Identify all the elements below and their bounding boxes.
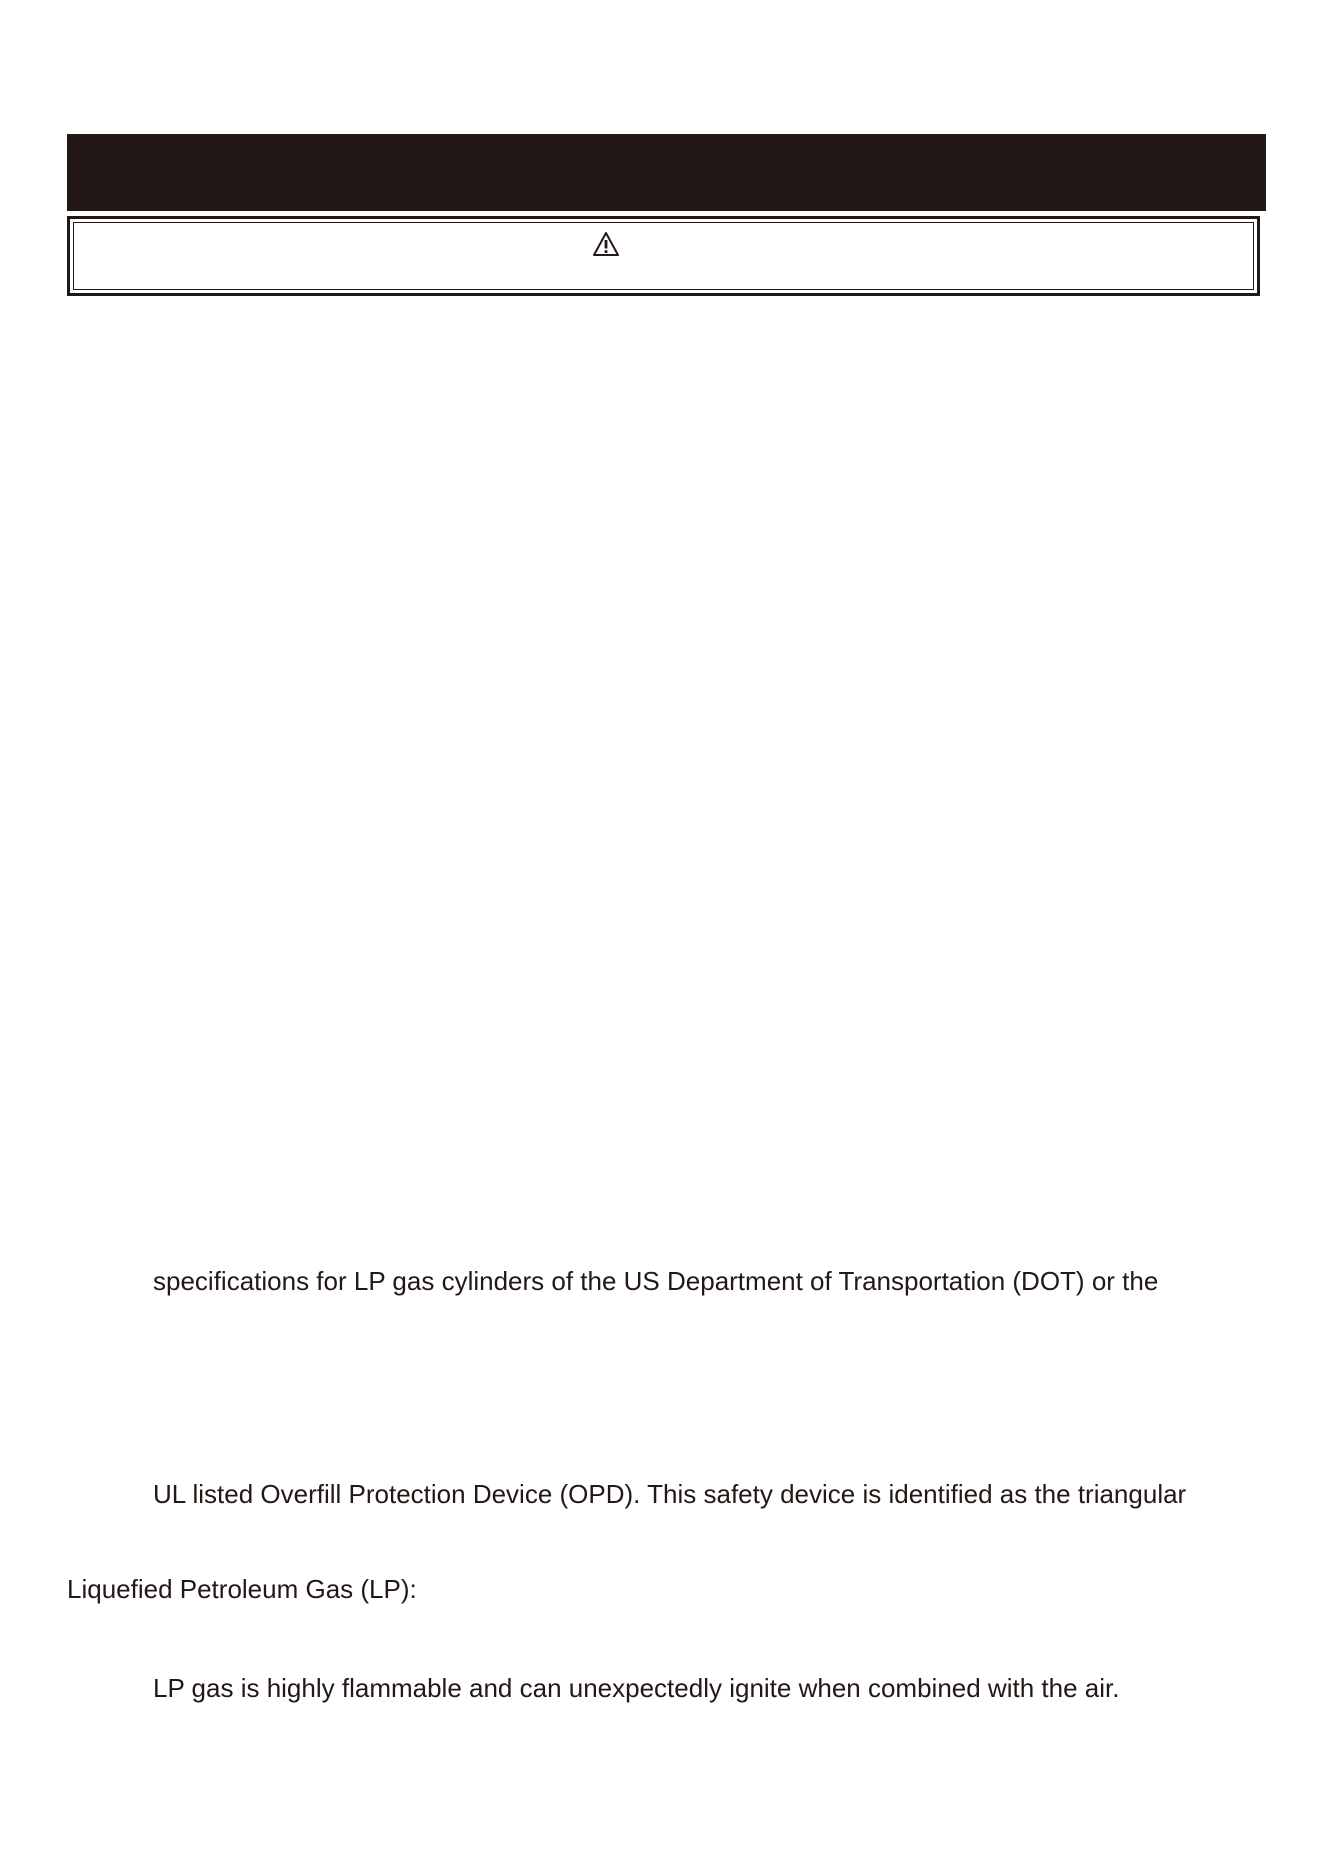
warning-triangle-icon [592, 231, 620, 257]
body-text-line: specifications for LP gas cylinders of the US Department of Transportation (DOT) or the [153, 1266, 1159, 1296]
body-text-line: UL listed Overfill Protection Device (OPD). This safety device is identified as the triangular [153, 1479, 1187, 1509]
section-header-bar [67, 134, 1266, 211]
body-text-line: LP gas is highly flammable and can unexpectedly ignite when combined with the air. [153, 1673, 1120, 1703]
section-heading: Liquefied Petroleum Gas (LP): [67, 1574, 417, 1604]
warning-banner-inner-border [73, 222, 1254, 290]
warning-banner [67, 216, 1260, 296]
